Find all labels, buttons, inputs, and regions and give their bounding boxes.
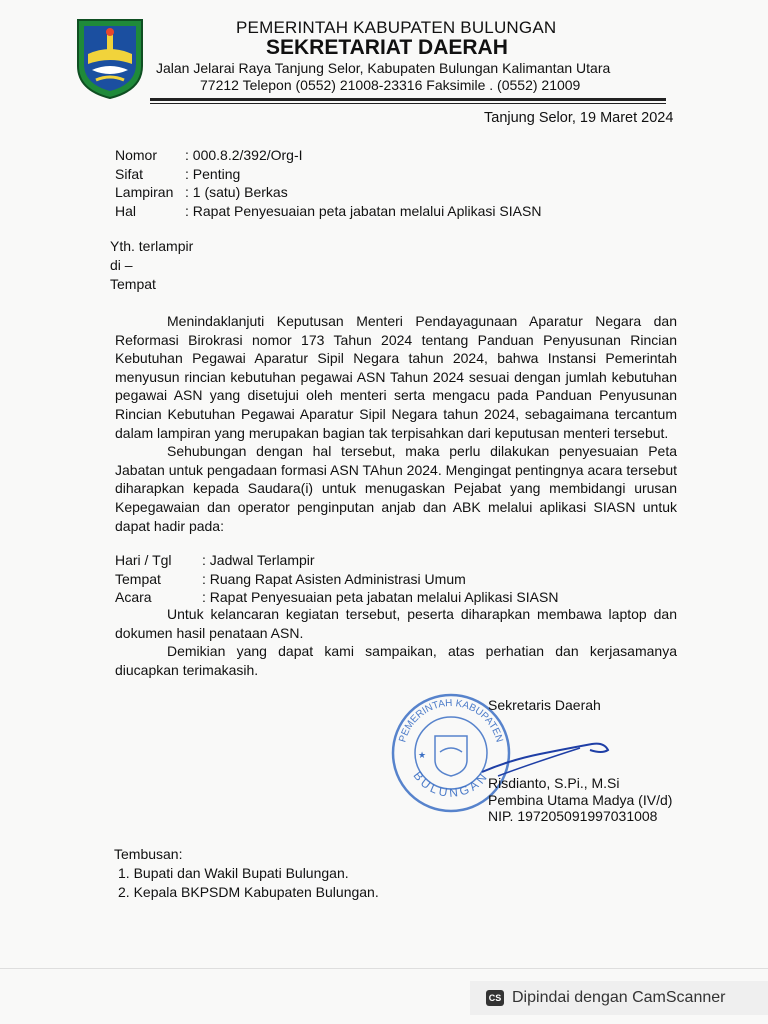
cc-item: 1. Bupati dan Wakil Bupati Bulungan. xyxy=(118,865,349,881)
signatory-nip: NIP. 197205091997031008 xyxy=(488,808,658,824)
cc-item: 2. Kepala BKPSDM Kabupaten Bulungan. xyxy=(118,884,379,900)
meta-row-subject xyxy=(115,202,541,221)
letter-body xyxy=(115,312,677,535)
meta-row-number xyxy=(115,146,541,165)
body-paragraph: Menindaklanjuti Keputusan Menteri Pendayagunaan Aparatur Negara dan Reformasi Birokrasi nomor 173 Tahun 2024 tentang Panduan Penyusunan Rincian Kebutuhan Pegawai Aparatur Sipil Negara tahun 2024, bahwa Instansi Pemerintah menyusun rincian kebutuhan pegawai ASN Tahun 2024 sesuai dengan jumlah kebutuhan pegawai ASN yang disetujui oleh menteri serta mengacu pada Panduan Penyusunan Rincian Kebutuhan Pegawai Aparatur Sipil Negara tahun 2024, sebagaimana tercantum dalam lampiran yang merupakan bagian tak terpisahkan dari keputusan menteri tersebut. xyxy=(115,313,677,441)
closing-paragraph: Untuk kelancaran kegiatan tersebut, peserta diharapkan membawa laptop dan dokumen hasil penataan ASN. xyxy=(115,606,677,641)
carbon-copy-block xyxy=(114,845,379,902)
body-paragraph: Sehubungan dengan hal tersebut, maka perlu dilakukan penyesuaian Peta Jabatan untuk pengadaan formasi ASN TAhun 2024. Mengingat pentingnya acara tersebut diharapkan kepada Saudara(i) untuk menugaskan Pejabat yang membidangi urusan Kepegawaian dan operator penginputan anjab dan ABK melalui aplikasi SIASN untuk dapat hadir pada: xyxy=(115,443,677,534)
agenda-value: : Rapat Penyesuaian peta jabatan melalui Aplikasi SIASN xyxy=(202,589,559,606)
agenda-row-day xyxy=(115,551,558,570)
agenda-row-event xyxy=(115,588,558,607)
meta-value: : 1 (satu) Berkas xyxy=(185,184,288,200)
handwritten-signature xyxy=(480,720,620,780)
addressee-line: di – xyxy=(110,257,133,273)
meta-label: Lampiran xyxy=(115,184,174,200)
meta-value: : Penting xyxy=(185,165,241,182)
agenda-label: Acara xyxy=(115,589,152,606)
letterhead-contact: 77212 Telepon (0552) 21008-23316 Faksimile . (0552) 21009 xyxy=(200,77,581,93)
camscanner-icon: CS xyxy=(486,990,504,1006)
agenda-value: : Jadwal Terlampir xyxy=(202,552,315,568)
stamp-top-text: PEMERINTAH KABUPATEN xyxy=(397,697,505,744)
signatory-block xyxy=(488,775,672,825)
cc-heading: Tembusan: xyxy=(114,846,183,862)
letterhead-address: Jalan Jelarai Raya Tanjung Selor, Kabupaten Bulungan Kalimantan Utara xyxy=(156,60,611,76)
meta-label: Hal xyxy=(115,202,137,219)
addressee-line: Yth. terlampir xyxy=(110,238,194,254)
letterhead-divider xyxy=(150,98,666,101)
agenda-row-place xyxy=(115,570,558,589)
letterhead-divider-thin xyxy=(150,103,666,104)
signatory-rank: Pembina Utama Madya (IV/d) xyxy=(488,791,673,808)
letterhead-office: SEKRETARIAT DAERAH xyxy=(266,36,508,59)
signatory-title: Sekretaris Daerah xyxy=(488,697,601,713)
stamp-bottom-text: BULUNGAN xyxy=(410,768,492,801)
meta-value: : Rapat Penyesuaian peta jabatan melalui Aplikasi SIASN xyxy=(185,202,542,219)
camscanner-label: Dipindai dengan CamScanner xyxy=(512,989,726,1006)
letter-metadata xyxy=(115,146,541,220)
addressee-block xyxy=(110,237,193,294)
meeting-details xyxy=(115,551,558,607)
addressee-line: Tempat xyxy=(110,276,156,292)
meta-row-nature xyxy=(115,165,541,184)
agenda-label: Hari / Tgl xyxy=(115,552,172,568)
camscanner-watermark xyxy=(470,981,768,1015)
regency-crest-logo xyxy=(74,14,146,100)
letter-closing xyxy=(115,605,677,679)
svg-text:★: ★ xyxy=(418,750,427,760)
scan-edge xyxy=(0,968,768,969)
signatory-name: Risdianto, S.Pi., M.Si xyxy=(488,775,620,791)
meta-label: Sifat xyxy=(115,165,144,182)
meta-value: : 000.8.2/392/Org-I xyxy=(185,147,303,163)
meta-label: Nomor xyxy=(115,147,158,163)
agenda-label: Tempat xyxy=(115,570,161,587)
agenda-value: : Ruang Rapat Asisten Administrasi Umum xyxy=(202,570,466,587)
letterhead-government: PEMERINTAH KABUPATEN BULUNGAN xyxy=(236,18,557,37)
closing-paragraph: Demikian yang dapat kami sampaikan, atas perhatian dan kerjasamanya diucapkan terimakasih. xyxy=(115,643,677,678)
letter-date: Tanjung Selor, 19 Maret 2024 xyxy=(484,110,674,126)
meta-row-attachment xyxy=(115,183,541,202)
